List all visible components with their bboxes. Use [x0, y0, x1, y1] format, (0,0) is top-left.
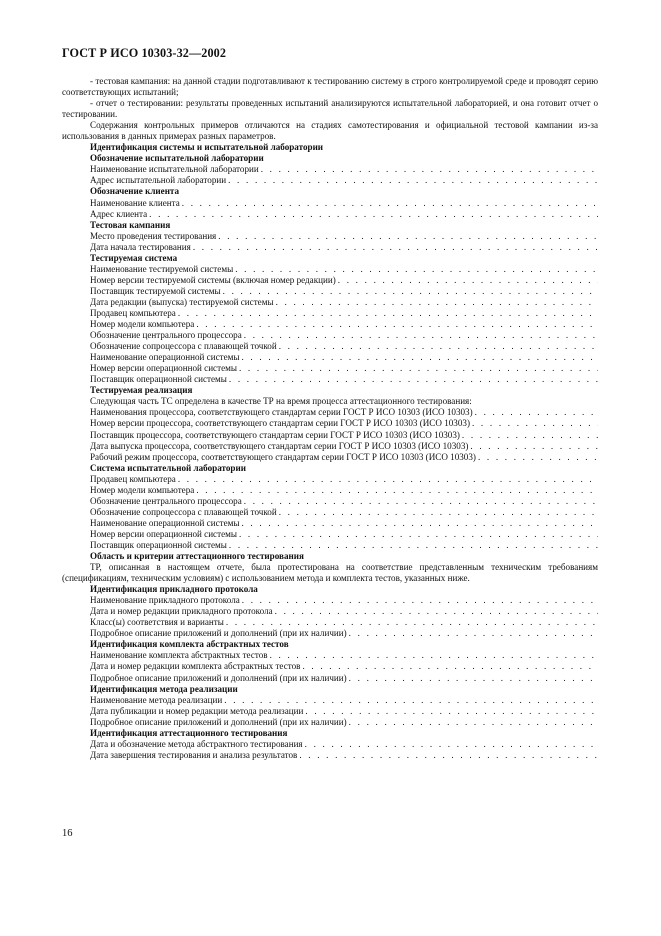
field-label: Поставщик операционной системы — [90, 539, 227, 550]
form-field-line — [62, 175, 598, 186]
section-heading: Область и критерии аттестационного тестирования — [90, 551, 304, 562]
dot-leader — [338, 275, 598, 286]
field-label: Наименование прикладного протокола — [90, 595, 240, 606]
field-label: Дата начала тестирования — [90, 241, 191, 252]
form-field-line — [62, 661, 598, 672]
dot-leader — [349, 717, 598, 728]
dot-leader — [470, 441, 598, 452]
subsection-heading: Тестируемая реализация — [90, 385, 193, 396]
form-field-line — [62, 706, 598, 717]
field-label: Обозначение центрального процессора — [90, 330, 242, 341]
field-label: Обозначение центрального процессора — [90, 495, 242, 506]
section-heading: Идентификация системы и испытательной лаборатории — [90, 142, 324, 153]
dot-leader — [299, 750, 598, 761]
dot-leader — [302, 661, 598, 672]
field-label: Подробное описание приложений и дополнений (при их наличии) — [90, 672, 347, 683]
field-label: Дата публикации и номер редакции метода реализации — [90, 705, 304, 716]
dot-leader — [224, 695, 598, 706]
dot-leader — [178, 308, 598, 319]
subsection-heading: Тестируемая система — [90, 252, 178, 263]
form-field-line — [62, 430, 598, 441]
dot-leader — [239, 363, 598, 374]
field-label: Дата и номер редакции прикладного протокола — [90, 606, 273, 617]
standard-header: ГОСТ Р ИСО 10303-32—2002 — [62, 46, 227, 60]
form-field-line — [62, 739, 598, 750]
form-field-line — [62, 352, 598, 363]
field-label: Класс(ы) соответствия и варианты — [90, 617, 224, 628]
form-field-line — [62, 297, 598, 308]
field-label: Номер модели компьютера — [90, 319, 195, 330]
dot-leader — [475, 407, 598, 418]
subsection-heading: Идентификация прикладного протокола — [90, 584, 258, 595]
form-field-line — [62, 209, 598, 220]
form-field-line — [62, 474, 598, 485]
dot-leader — [305, 739, 598, 750]
subsection-heading: Обозначение испытательной лаборатории — [90, 153, 264, 164]
form-field-line — [62, 595, 598, 606]
field-label: Номер версии операционной системы — [90, 528, 237, 539]
dot-leader — [349, 628, 598, 639]
field-label: Поставщик тестируемой системы — [90, 285, 221, 296]
dot-leader — [178, 474, 598, 485]
dot-leader — [244, 496, 598, 507]
dot-leader — [276, 297, 598, 308]
intro-paragraph: - тестовая кампания: на данной стадии подготавливают к тестированию систему в строго контролируемой среде и проводят серию соответствующих испытаний; — [62, 76, 598, 98]
dot-leader — [193, 242, 598, 253]
form-field-line — [62, 341, 598, 352]
dot-leader — [244, 330, 598, 341]
form-field-line — [62, 275, 598, 286]
form-field-line — [62, 407, 598, 418]
dot-leader — [218, 231, 598, 242]
field-label: Поставщик процессора, соответствующего стандартам серии ГОСТ Р ИСО 10303 (ИСО 10303) — [90, 429, 460, 440]
form-field-line — [62, 628, 598, 639]
field-label: Наименование операционной системы — [90, 352, 240, 363]
dot-leader — [235, 264, 598, 275]
form-field-line — [62, 308, 598, 319]
dot-leader — [305, 706, 598, 717]
form-field-line — [62, 242, 598, 253]
implementation-lead-text: Следующая часть ТС определена в качестве ТР на время процесса аттестационного тестирования: — [90, 396, 472, 407]
dot-leader — [228, 175, 598, 186]
field-label: Адрес клиента — [90, 208, 148, 219]
dot-leader — [241, 352, 598, 363]
subsection-heading: Обозначение клиента — [90, 186, 180, 197]
field-label: Место проведения тестирования — [90, 230, 217, 241]
field-label: Обозначение сопроцессора с плавающей точкой — [90, 506, 277, 517]
form-field-line — [62, 617, 598, 628]
form-field-line — [62, 518, 598, 529]
form-field-line — [62, 319, 598, 330]
field-label: Поставщик операционной системы — [90, 374, 227, 385]
form-field-line — [62, 374, 598, 385]
form-field-line — [62, 673, 598, 684]
subsection-heading: Идентификация аттестационного тестирования — [90, 727, 288, 738]
form-field-line — [62, 750, 598, 761]
field-label: Дата выпуска процессора, соответствующего стандартам серии ГОСТ Р ИСО 10303 (ИСО 10303) — [90, 440, 469, 451]
form-field-line — [62, 717, 598, 728]
dot-leader — [261, 164, 598, 175]
form-field-line — [62, 264, 598, 275]
dot-leader — [229, 540, 598, 551]
field-label: Номер версии тестируемой системы (включая номер редакции) — [90, 274, 336, 285]
dot-leader — [223, 286, 598, 297]
field-label: Наименование метода реализации — [90, 694, 223, 705]
form-field-line — [62, 286, 598, 297]
dot-leader — [239, 529, 598, 540]
field-label: Продавец компьютера — [90, 307, 176, 318]
field-label: Наименования процессора, соответствующего стандартам серии ГОСТ Р ИСО 10303 (ИСО 10303) — [90, 407, 473, 418]
form-field-line — [62, 507, 598, 518]
form-field-line — [62, 452, 598, 463]
field-label: Дата редакции (выпуска) тестируемой системы — [90, 296, 274, 307]
field-label: Дата и обозначение метода абстрактного тестирования — [90, 738, 303, 749]
dot-leader — [149, 209, 598, 220]
subsection-heading: Идентификация метода реализации — [90, 683, 238, 694]
intro-paragraph: - отчет о тестировании: результаты проведенных испытаний анализируются испытательной лабораторией, и она готовит отчет о тестировании. — [62, 98, 598, 120]
form-field-line — [62, 695, 598, 706]
form-field-line — [62, 606, 598, 617]
form-field-line — [62, 164, 598, 175]
form-field-line — [62, 441, 598, 452]
form-field-line — [62, 330, 598, 341]
field-label: Номер версии операционной системы — [90, 363, 237, 374]
form-field-line — [62, 363, 598, 374]
dot-leader — [182, 198, 598, 209]
form-field-line — [62, 198, 598, 209]
field-label: Подробное описание приложений и дополнений (при их наличии) — [90, 628, 347, 639]
dot-leader — [229, 374, 598, 385]
field-label: Подробное описание приложений и дополнений (при их наличии) — [90, 716, 347, 727]
form-field-line — [62, 650, 598, 661]
subsection-heading: Тестовая кампания — [90, 219, 171, 230]
field-label: Обозначение сопроцессора с плавающей точкой — [90, 341, 277, 352]
page-number: 16 — [62, 828, 73, 839]
dot-leader — [478, 452, 598, 463]
field-label: Наименование комплекта абстрактных тестов — [90, 650, 268, 661]
dot-leader — [196, 319, 598, 330]
field-label: Наименование клиента — [90, 197, 180, 208]
dot-leader — [242, 595, 598, 606]
dot-leader — [349, 673, 598, 684]
field-label: Рабочий режим процессора, соответствующего стандартам серии ГОСТ Р ИСО 10303 (ИСО 10303) — [90, 451, 476, 462]
dot-leader — [279, 341, 598, 352]
field-label: Номер версии процессора, соответствующего стандартам серии ГОСТ Р ИСО 10303 (ИСО 10303) — [90, 418, 470, 429]
dot-leader — [462, 430, 598, 441]
field-label: Дата завершения тестирования и анализа результатов — [90, 749, 298, 760]
form-field-line — [62, 485, 598, 496]
field-label: Номер модели компьютера — [90, 484, 195, 495]
scope-paragraph: ТР, описанная в настоящем отчете, была протестирована на соответствие представленным техническим требованиям (спецификациям, техническим условиям) с использованием метода и комплекта тестов, указанных ниже. — [62, 562, 598, 584]
field-label: Адрес испытательной лаборатории — [90, 175, 227, 186]
field-label: Наименование тестируемой системы — [90, 263, 234, 274]
form-field-line — [62, 418, 598, 429]
dot-leader — [241, 518, 598, 529]
document-body — [62, 76, 598, 761]
dot-leader — [196, 485, 598, 496]
field-label: Наименование операционной системы — [90, 517, 240, 528]
subsection-heading: Система испытательной лаборатории — [90, 462, 246, 473]
form-field-line — [62, 540, 598, 551]
dot-leader — [270, 650, 598, 661]
form-field-line — [62, 231, 598, 242]
dot-leader — [226, 617, 598, 628]
dot-leader — [472, 418, 598, 429]
intro-paragraph: Содержания контрольных примеров отличаются на стадиях самотестирования и официальной тестовой кампании из-за использования в данных примерах разных параметров. — [62, 120, 598, 142]
subsection-heading: Идентификация комплекта абстрактных тестов — [90, 639, 289, 650]
dot-leader — [279, 507, 598, 518]
field-label: Дата и номер редакции комплекта абстрактных тестов — [90, 661, 301, 672]
field-label: Продавец компьютера — [90, 473, 176, 484]
form-field-line — [62, 529, 598, 540]
dot-leader — [275, 606, 598, 617]
form-field-line — [62, 496, 598, 507]
field-label: Наименование испытательной лаборатории — [90, 164, 259, 175]
